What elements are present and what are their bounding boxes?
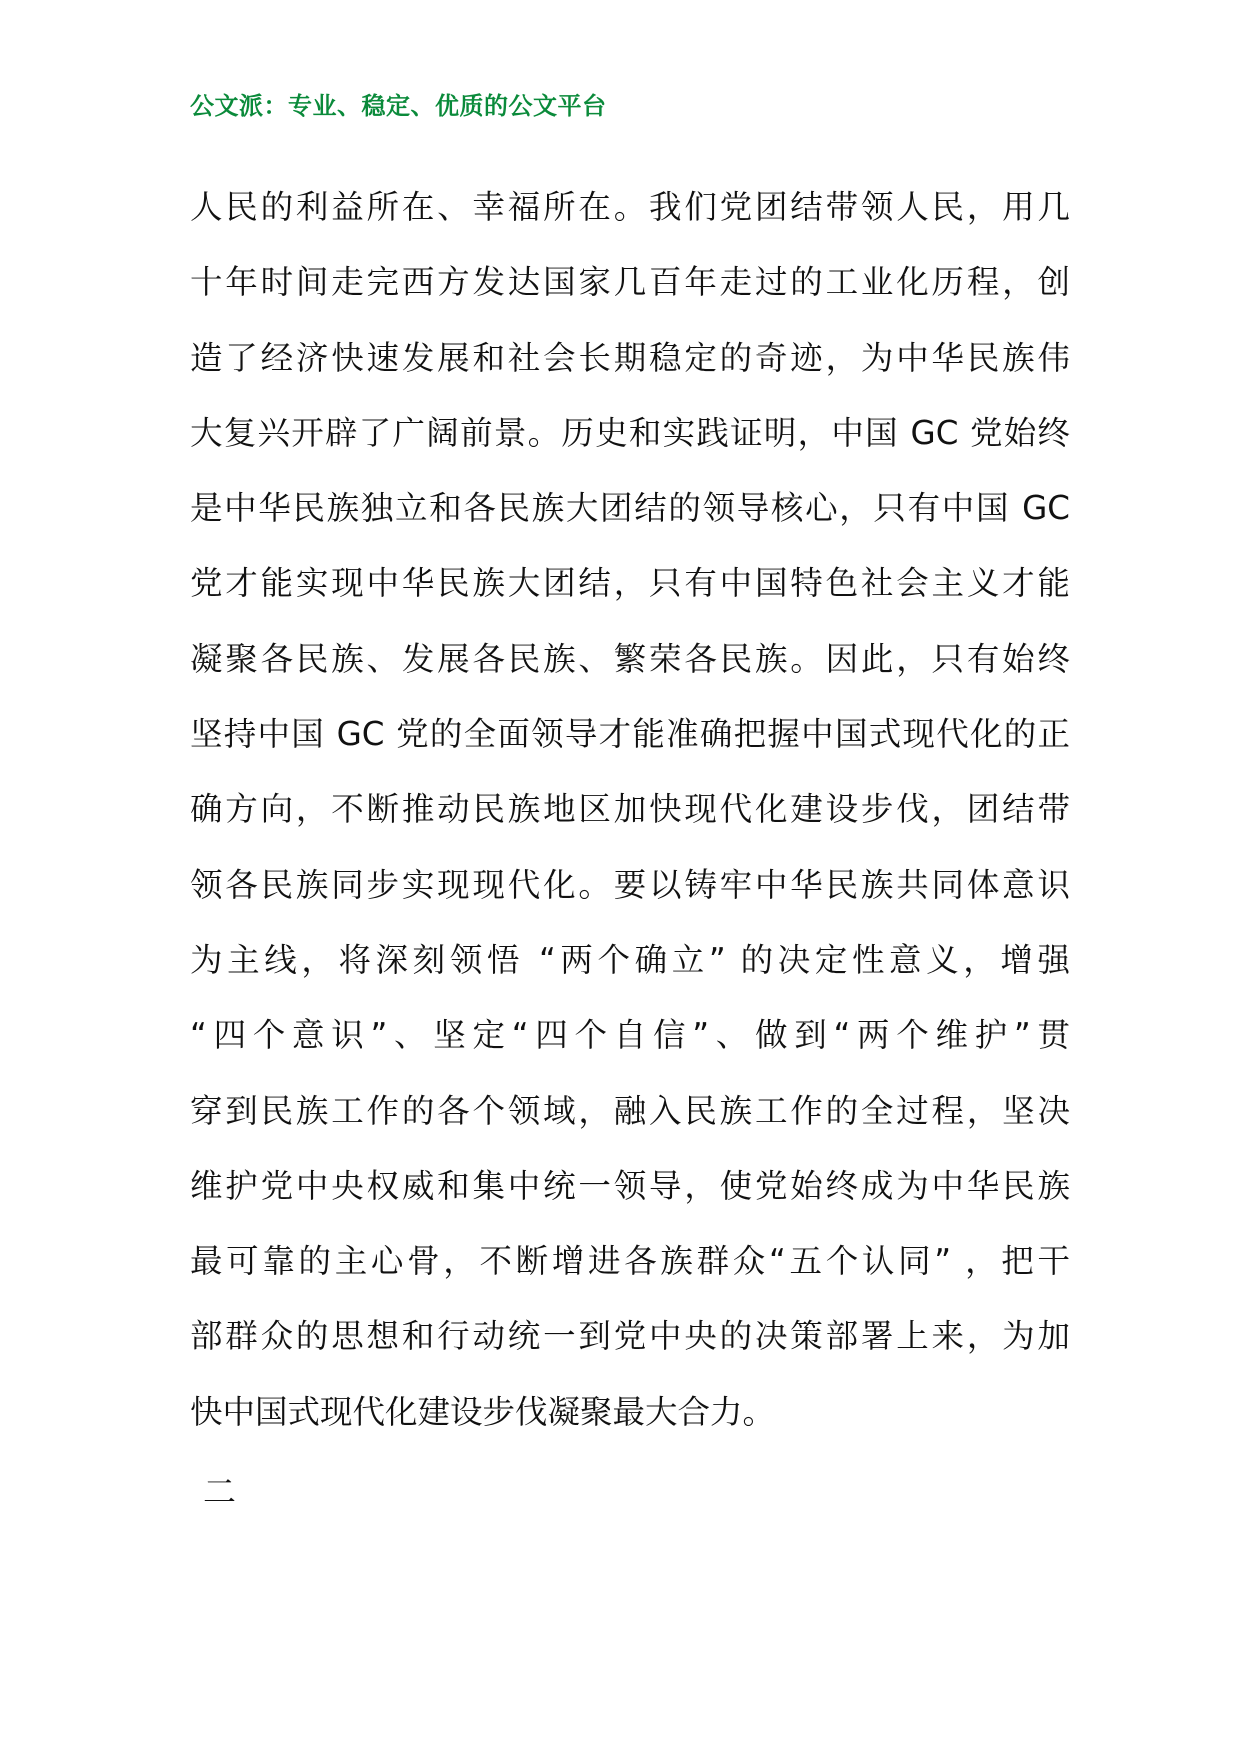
paragraph-line: 穿到民族工作的各个领域，融入民族工作的全过程，坚决 [190, 1091, 1070, 1130]
body-paragraph [190, 170, 1070, 1450]
paragraph-line: 确方向，不断推动民族地区加快现代化建设步伐，团结带 [190, 790, 1070, 829]
paragraph-line: 部群众的思想和行动统一到党中央的决策部署上来，为加 [190, 1317, 1070, 1356]
platform-header: 公文派：专业、稳定、优质的公文平台 [190, 91, 607, 120]
paragraph-line: 坚持中国 GC 党的全面领导才能准确把握中国式现代化的正 [190, 715, 1070, 754]
paragraph-line: 最可靠的主心骨，不断增进各族群众“五个认同” ，把干 [190, 1242, 1070, 1281]
paragraph-line: 为主线，将深刻领悟 “两个确立” 的决定性意义，增强 [190, 940, 1070, 979]
section-number: 二 [203, 1472, 236, 1511]
paragraph-line: 快中国式现代化建设步伐凝聚最大合力。 [190, 1392, 776, 1431]
paragraph-line: 党才能实现中华民族大团结，只有中国特色社会主义才能 [190, 564, 1070, 603]
paragraph-line: 领各民族同步实现现代化。要以铸牢中华民族共同体意识 [190, 865, 1070, 904]
paragraph-line: 是中华民族独立和各民族大团结的领导核心，只有中国 GC [190, 489, 1070, 528]
paragraph-line: 十年时间走完西方发达国家几百年走过的工业化历程，创 [190, 263, 1070, 302]
paragraph-line: 凝聚各民族、发展各民族、繁荣各民族。因此，只有始终 [190, 639, 1070, 678]
paragraph-line: “四个意识”、坚定“四个自信”、做到“两个维护”贯 [190, 1016, 1070, 1055]
paragraph-line: 人民的利益所在、幸福所在。我们党团结带领人民，用几 [190, 188, 1070, 226]
paragraph-line: 大复兴开辟了广阔前景。历史和实践证明，中国 GC 党始终 [190, 413, 1070, 452]
paragraph-line: 造了经济快速发展和社会长期稳定的奇迹，为中华民族伟 [190, 338, 1070, 377]
paragraph-line: 维护党中央权威和集中统一领导，使党始终成为中华民族 [190, 1166, 1070, 1205]
